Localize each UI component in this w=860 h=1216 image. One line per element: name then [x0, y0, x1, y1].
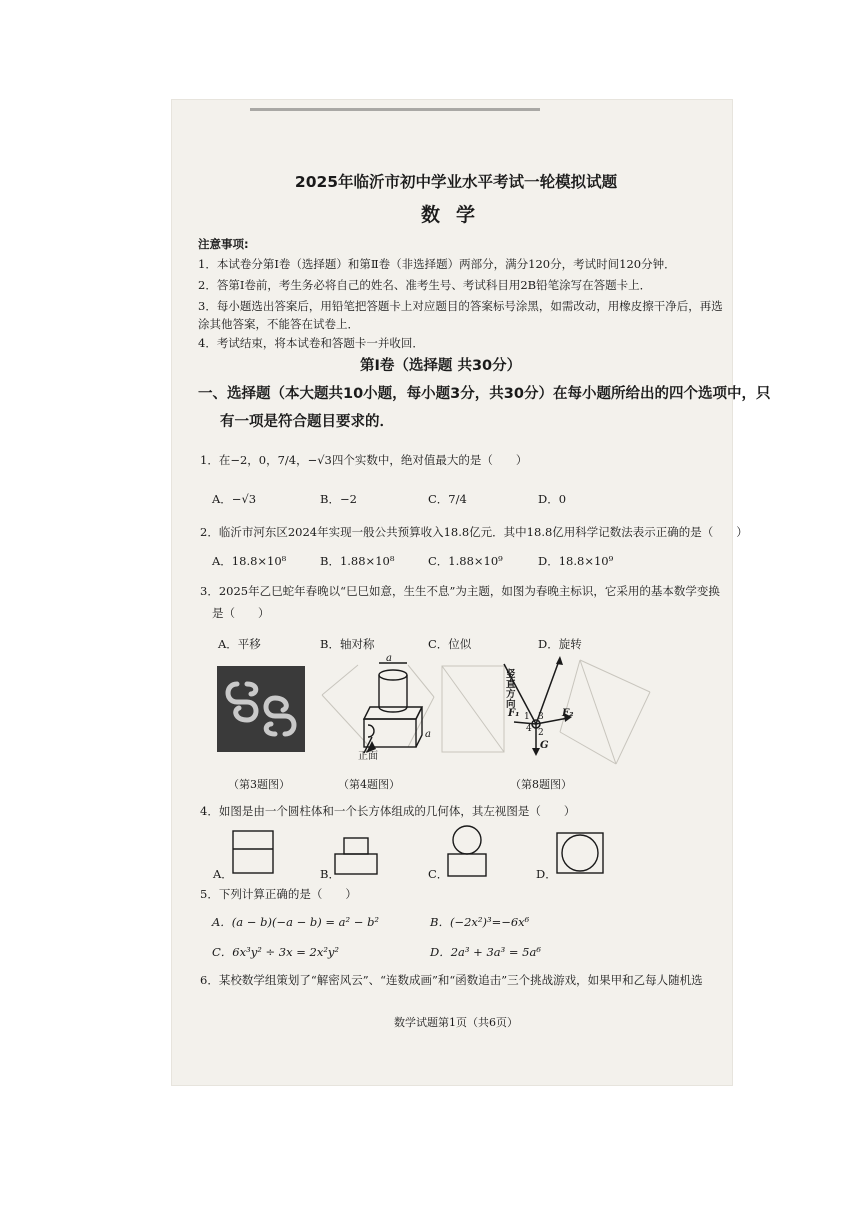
q4-option-c: C． — [428, 867, 449, 881]
section-heading-line2: 有一项是符合题目要求的． — [220, 414, 394, 430]
q1-option-c: C．7/4 — [428, 492, 467, 506]
note-item: 4．考试结束，将本试卷和答题卡一并收回． — [198, 336, 424, 350]
q2-option-a: A．18.8×10⁸ — [212, 554, 287, 568]
part1-title: 第Ⅰ卷（选择题 共30分） — [360, 358, 522, 374]
q1-option-d: D．0 — [538, 492, 567, 506]
q4-option-b: B． — [320, 867, 340, 881]
fig4-label-a-side: a — [425, 729, 431, 740]
q4-option-a-view — [232, 830, 276, 880]
top-rule — [250, 108, 540, 111]
figure-3-logo — [217, 666, 305, 752]
q3-stem-line1: 3．2025年乙巳蛇年春晚以“巳巳如意，生生不息”为主题，如图为春晚主标识，它采用的基本数学变换 — [200, 584, 720, 598]
q1-option-b: B．−2 — [320, 492, 357, 506]
q1-option-a: A．−√3 — [212, 492, 257, 506]
fig8-force-f2: F₂ — [562, 708, 574, 719]
page-footer: 数学试题第1页（共6页） — [394, 1016, 518, 1029]
figure-caption: （第8题图） — [510, 778, 572, 791]
figure-8-forces — [440, 652, 660, 770]
q4-stem: 4．如图是由一个圆柱体和一个长方体组成的几何体，其左视图是（ ） — [200, 804, 576, 818]
q2-option-b: B．1.88×10⁸ — [320, 554, 395, 568]
section-heading-line1: 一、选择题（本大题共10小题，每小题3分，共30分）在每小题所给出的四个选项中，只 — [198, 386, 771, 402]
figure-caption: （第4题图） — [338, 778, 400, 791]
q3-stem-line2: 是（ ） — [212, 606, 270, 620]
q3-option-b: B．轴对称 — [320, 637, 375, 651]
q2-stem: 2．临沂市河东区2024年实现一般公共预算收入18.8亿元．其中18.8亿用科学记数法表示正确的是（ ） — [200, 525, 748, 539]
q5-option-d: D．2a³ + 3a³ = 5a⁶ — [430, 945, 541, 959]
q4-option-d-view — [556, 832, 606, 880]
note-item: 3．每小题选出答案后，用铅笔把答题卡上对应题目的答案标号涂黑，如需改动，用橡皮擦干净后，再选 — [198, 299, 723, 313]
q5-option-a: A．(a − b)(−a − b) = a² − b² — [212, 915, 380, 929]
exam-title: 2025年临沂市初中学业水平考试一轮模拟试题 — [294, 173, 618, 191]
q2-option-d: D．18.8×10⁹ — [538, 554, 614, 568]
q3-option-d: D．旋转 — [538, 637, 582, 651]
fig4-label-a-top: a — [386, 653, 392, 664]
figure-4-solid — [318, 655, 436, 765]
note-item: 涂其他答案，不能答在试卷上． — [198, 317, 359, 331]
fig4-label-front: 正面 — [358, 751, 378, 762]
q5-option-b: B．(−2x²)³=−6x⁶ — [430, 915, 530, 929]
fig8-angle-2: 2 — [538, 728, 544, 738]
q1-stem: 1．在−2，0，7/4，−√3四个实数中，绝对值最大的是（ ） — [200, 453, 528, 467]
fig8-force-g: G — [540, 740, 549, 751]
q3-option-c: C．位似 — [428, 637, 472, 651]
q4-option-c-view — [446, 824, 490, 884]
note-item: 1．本试卷分第Ⅰ卷（选择题）和第Ⅱ卷（非选择题）两部分，满分120分，考试时间120分钟． — [198, 257, 676, 271]
q6-stem: 6．某校数学组策划了“解密风云”、“连数成画”和“函数追击”三个挑战游戏，如果甲和乙每人随机选 — [200, 973, 703, 987]
subject-title: 数学 — [420, 204, 491, 226]
q4-option-d: D． — [536, 867, 557, 881]
note-item: 2．答第Ⅰ卷前，考生务必将自己的姓名、准考生号、考试科目用2B铅笔涂写在答题卡上． — [198, 278, 652, 292]
notes-heading: 注意事项: — [198, 237, 249, 251]
fig8-vertical-label: 竖直方向 — [506, 669, 516, 710]
q5-stem: 5．下列计算正确的是（ ） — [200, 887, 357, 901]
q4-option-a: A． — [213, 867, 233, 881]
fig8-force-f1: F₁ — [508, 708, 520, 719]
fig8-angle-3: 3 — [538, 712, 544, 722]
q5-option-c: C．6x³y² ÷ 3x = 2x²y² — [212, 945, 340, 959]
q2-option-c: C．1.88×10⁹ — [428, 554, 503, 568]
fig8-angle-1: 1 — [524, 712, 530, 722]
q3-option-a: A．平移 — [218, 637, 261, 651]
fig8-angle-4: 4 — [526, 724, 532, 734]
figure-caption: （第3题图） — [228, 778, 290, 791]
q4-option-b-view — [334, 830, 380, 880]
